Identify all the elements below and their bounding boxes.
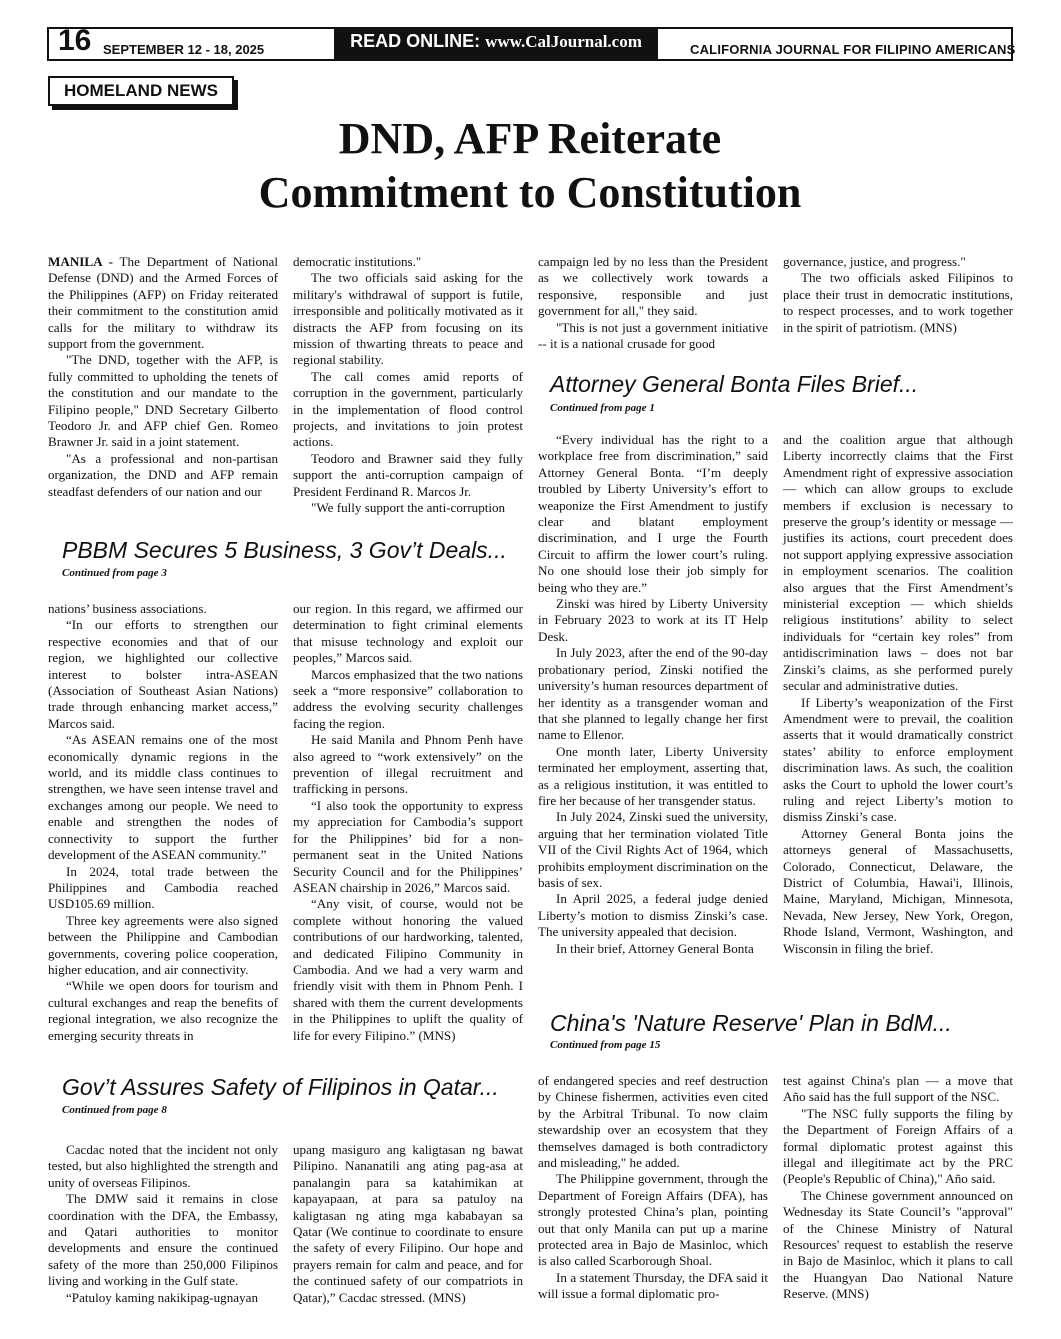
paragraph: Zinski was hired by Liberty University in February 2023 to work at its IT Help Desk. [538, 596, 768, 644]
paragraph: “Patuloy kaming nakikipag-ugnayan [66, 1289, 258, 1305]
section-label: HOMELAND NEWS [48, 76, 234, 106]
qatar-continued: Continued from page 8 [62, 1104, 167, 1116]
paragraph: Cacdac noted that the incident not only tested, but also highlighted the strength and unity of overseas Filipinos. [48, 1142, 278, 1190]
qatar-title: Gov’t Assures Safety of Filipinos in Qatar... [62, 1074, 499, 1100]
china-column-2 [783, 1073, 1013, 1303]
headline-line-2: Commitment to Constitution [258, 168, 802, 217]
paragraph: If Liberty’s weaponization of the First Amendment were to prevail, the coalition asserts that it would dramatically constrict states’ ability to enforce employment discrimination laws. As such, the coalition asks the Court to uphold the lower court’s ruling and reject Liberty’s motion to dismiss Zinski’s case. [783, 694, 1013, 825]
qatar-column-1 [48, 1142, 278, 1306]
paragraph: governance, justice, and progress." [783, 254, 966, 269]
paragraph: "We fully support the anti-corruption [311, 500, 506, 516]
paragraph: In their brief, Attorney General Bonta [556, 940, 754, 956]
issue-date: SEPTEMBER 12 - 18, 2025 [103, 42, 265, 57]
paragraph: Teodoro and Brawner said they fully support the anti-corruption campaign of President Ferdinand R. Marcos Jr. [293, 450, 523, 499]
paragraph: of endangered species and reef destruction by Chinese fishermen, activities even cited by the Arbitral Tribunal. To now claim stewardship over an ecosystem that they themselves damaged is both contradictory and misleading," he added. [538, 1073, 768, 1171]
paragraph: “Any visit, of course, would not be complete without honoring the valued contributions of our hardworking, talented, and dedicated Filipino Community in Cambodia. And we had a very warm and friendly visit with them in Phnom Penh. I shared with them the current developments in the Philippines to uplift the quality of life for every Filipino.” (MNS) [293, 896, 523, 1043]
paragraph: In 2024, total trade between the Philippines and Cambodia reached USD105.69 million. [48, 863, 278, 912]
pbbm-column-1 [48, 601, 278, 1044]
paragraph: “I also took the opportunity to express my appreciation for Cambodia’s support for the Philippines’ bid for a non-permanent seat in the United Nations Security Council and for the Philippines’ ASEAN chairship in 2026,” Marcos said. [293, 797, 523, 895]
paragraph: One month later, Liberty University terminated her employment, asserting that, as a religious institution, it was entitled to fire her because of her transgender status. [538, 743, 768, 808]
paragraph: democratic institutions." [293, 254, 422, 269]
paragraph: “As ASEAN remains one of the most economically dynamic regions in the world, and its middle class continues to strengthen, we have seen intense travel and exchanges among our people. We need to enable and strengthen the nodes of connectivity to support the further development of the ASEAN community.” [48, 732, 278, 863]
bonta-title: Attorney General Bonta Files Brief... [550, 371, 919, 397]
china-column-1 [538, 1073, 768, 1303]
read-online-url[interactable]: www.CalJournal.com [485, 32, 642, 51]
paragraph: "The DND, together with the AFP, is fully committed to upholding the tenets of the constitution and our mandate to the Filipino people," DND Secretary Gilberto Teodoro Jr. and AFP chief Gen. Romeo Brawner Jr. said in a joint statement. [48, 352, 278, 450]
paragraph: Marcos emphasized that the two nations seek a “more responsive” collaboration to address the evolving security challenges facing the region. [293, 666, 523, 731]
paragraph: and the coalition argue that although Liberty incorrectly claims that the First Amendment right of expressive association — which can allow groups to exclude members if exclusion is necessary to preserve the group’s identity or message — justifies its actions, court precedent does not support applying expressive association in employment scenarios. The coalition also argues that the First Amendment’s ministerial exception — which shields religious institutions’ ability to select individuals for “certain key roles” from antidiscrimination laws – does not bar Zinski’s claims, as she performed purely secular and administrative duties. [783, 432, 1013, 694]
paragraph: nations’ business associations. [48, 601, 207, 616]
bonta-column-1 [538, 432, 768, 957]
read-online-banner[interactable] [334, 29, 658, 59]
paragraph: “In our efforts to strengthen our respective economies and that of our region, we highlighted our collective interest to bolster intra-ASEAN (Association of Southeast Asian Nations) trade through enhancing market access,” Marcos said. [48, 617, 278, 731]
pbbm-continued: Continued from page 3 [62, 567, 167, 579]
paragraph: our region. In this regard, we affirmed our determination to fight criminal elements that misuse technology and exploit our peoples,” Marcos said. [293, 601, 523, 666]
paragraph: MANILA - The Department of National Defense (DND) and the Armed Forces of the Philippines (AFP) on Friday reiterated their commitment to the constitution amid calls for the military to withdraw its support from the government. [48, 254, 279, 352]
bonta-continued: Continued from page 1 [550, 402, 655, 414]
dnd-column-3 [538, 254, 768, 352]
paragraph: "This is not just a government initiative -- it is a national crusade for good [538, 319, 768, 352]
paragraph: In a statement Thursday, the DFA said it will issue a formal diplomatic pro- [538, 1269, 768, 1302]
paragraph: "As a professional and non-partisan organization, the DND and AFP remain steadfast defenders of our nation and our [48, 450, 278, 499]
bonta-column-2 [783, 432, 1013, 957]
paragraph: The call comes amid reports of corruption in the government, particularly in the implementation of flood control projects, and invitations to join protest actions. [293, 368, 523, 450]
paragraph: In April 2025, a federal judge denied Liberty’s motion to dismiss Zinski’s case. The university appealed that decision. [538, 891, 768, 940]
paragraph: "The NSC fully supports the filing by the Department of Foreign Affairs of a formal diplomatic protest against this illegal and illegitimate act by the PRC (People's Republic of China)," Año said. [783, 1105, 1013, 1187]
paragraph: He said Manila and Phnom Penh have also agreed to “work extensively” on the prevention of illegal recruitment and trafficking in persons. [293, 732, 523, 797]
publication-name: CALIFORNIA JOURNAL FOR FILIPINO AMERICANS [690, 42, 1016, 57]
paragraph: The two officials said asking for the military's withdrawal of support is futile, irresponsible and politically motivated as it distracts the AFP from focusing on its mission of thwarting threats to peace and regional stability. [293, 270, 523, 368]
paragraph: campaign led by no less than the President as we collectively work towards a responsive, responsible and just government for all," they said. [538, 254, 768, 319]
qatar-column-2 [293, 1142, 523, 1306]
read-online-label: READ ONLINE: [350, 31, 481, 51]
pbbm-column-2 [293, 601, 523, 1044]
headline-line-1: DND, AFP Reiterate [338, 114, 722, 163]
china-title: China's 'Nature Reserve' Plan in BdM... [550, 1010, 952, 1036]
paragraph: In July 2023, after the end of the 90-day probationary period, Zinski notified the university’s human resources department of her identity as a transgender woman and that she planned to legally change her first name to Ellenor. [538, 645, 768, 743]
dnd-column-4 [783, 254, 1013, 336]
china-continued: Continued from page 15 [550, 1039, 661, 1051]
paragraph: The Philippine government, through the Department of Foreign Affairs (DFA), has strongly protested China’s plan, pointing out that only Manila can put up a marine protected area in Bajo de Masinloc, which is also called Scarborough Shoal. [538, 1171, 768, 1269]
dateline: MANILA - [48, 254, 113, 269]
paragraph: upang masiguro ang kaligtasan ng bawat Pilipino. Nananatili ang ating pag-asa at panalangin para sa katahimikan at kapayapaan, at para sa patuloy na kaligtasan ng ating mga kababayan sa Qatar (We continue to coordinate to ensure the safety of every Filipino. Our hope and prayers remain for calm and peace, and for the continued safety of our compatriots in Qatar),” Cacdac stressed. (MNS) [293, 1142, 523, 1305]
paragraph: “Every individual has the right to a workplace free from discrimination,” said Attorney General Bonta. “I’m deeply troubled by Liberty University’s effort to weaponize the First Amendment to justify clear and blatant employment discrimination, and I urge the Fourth Circuit to affirm the lower court’s ruling. No one should lose their job simply for being who they are.” [538, 432, 768, 595]
dnd-column-2 [293, 254, 523, 517]
main-headline [160, 112, 900, 220]
paragraph: The two officials asked Filipinos to place their trust in democratic institutions, to respect processes, and to work together in the spirit of patriotism. (MNS) [783, 270, 1013, 335]
page-number: 16 [58, 24, 92, 57]
dnd-column-1 [48, 254, 278, 500]
paragraph: Attorney General Bonta joins the attorneys general of Massachusetts, Colorado, Connecticut, Delaware, the District of Columbia, Hawai'i, Illinois, Maine, Maryland, Michigan, Minnesota, Nevada, New Jersey, New York, Oregon, Rhode Island, Vermont, Washington, and Wisconsin in filing the brief. [783, 825, 1013, 956]
paragraph: test against China's plan — a move that Año said has the full support of the NSC. [783, 1073, 1013, 1105]
paragraph: The DMW said it remains in close coordination with the DFA, the Embassy, and Qatari authorities to monitor developments and ensure the continued safety of the more than 250,000 Filipinos living and working in the Gulf state. [48, 1191, 278, 1289]
paragraph: Three key agreements were also signed between the Philippine and Cambodian governments, covering police cooperation, higher education, and air connectivity. [48, 912, 278, 977]
paragraph: The Chinese government announced on Wednesday its State Council’s "approval" of the Chinese Ministry of Natural Resources' request to establish the reserve in Bajo de Masinloc, which it plans to call the Huangyan Dao National Nature Reserve. (MNS) [783, 1187, 1013, 1302]
pbbm-title: PBBM Secures 5 Business, 3 Gov’t Deals... [62, 537, 507, 563]
paragraph: In July 2024, Zinski sued the university, arguing that her termination violated Title VII of the Civil Rights Act of 1964, which prohibits employment discrimination on the basis of sex. [538, 809, 768, 890]
paragraph: “While we open doors for tourism and cultural exchanges and reap the benefits of regional integration, we also recognize the emerging security threats in [48, 978, 278, 1043]
